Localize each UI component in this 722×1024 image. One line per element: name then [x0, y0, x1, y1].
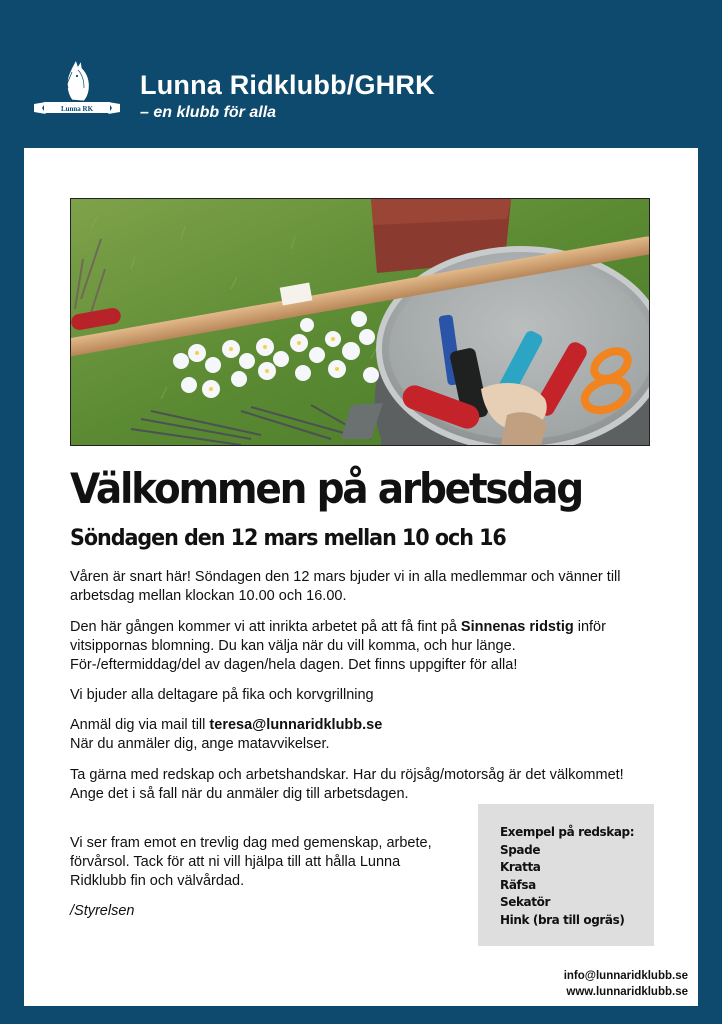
trail-name: Sinnenas ridstig: [460, 619, 574, 635]
focus-text-start: Den här gången kommer vi att inrikta arbetet på att få fint på: [70, 619, 461, 635]
focus-text-end: inför vitsippornas blomning. Du kan välja när du vill komma, och hur länge. För-/eftermiddag/del av dagen/hela dagen. Det finns uppgifter för alla!: [70, 619, 606, 673]
tools-example-box: [478, 804, 654, 946]
signup-paragraph: [70, 716, 650, 754]
signup-text: Anmäl dig via mail till: [70, 717, 210, 733]
signup-email-link[interactable]: teresa@lunnaridklubb.se: [209, 717, 383, 733]
header: [0, 0, 722, 148]
intro-paragraph: Våren är snart här! Söndagen den 12 mars bjuder vi in alla medlemmar och vänner till arbetsdag mellan klockan 10.00 och 16.00.: [70, 569, 621, 604]
focus-paragraph: [70, 618, 650, 675]
equipment-paragraph: Ta gärna med redskap och arbetshandskar. Har du röjsåg/motorsåg är det välkommet! Ange det i så fall när du anmäler dig till arbetsdagen.: [70, 767, 624, 802]
tool-item: Spade: [500, 842, 541, 857]
refreshments-paragraph: Vi bjuder alla deltagare på fika och korvgrillning: [70, 687, 374, 703]
contact-website-link[interactable]: www.lunnaridklubb.se: [566, 986, 688, 998]
contact-info: [564, 968, 688, 1000]
headline: Välkommen på arbetsdag: [70, 464, 582, 513]
tool-item: Kratta: [500, 860, 541, 874]
dietary-note: När du anmäler dig, ange matavvikelser.: [70, 736, 330, 752]
tagline: – en klubb för alla: [140, 104, 277, 121]
subheadline: Söndagen den 12 mars mellan 10 och 16: [70, 526, 506, 551]
tool-item: Räfsa: [500, 877, 536, 892]
logo-text: Lunna RK: [60, 105, 94, 113]
garden-tools-photo: [70, 198, 650, 446]
tool-item: Hink (bra till ogräs): [500, 912, 625, 927]
contact-email-link[interactable]: info@lunnaridklubb.se: [563, 970, 688, 982]
club-name: Lunna Ridklubb/GHRK: [140, 70, 435, 100]
content-panel: [24, 148, 698, 1006]
tools-box-title: Exempel på redskap:: [500, 825, 635, 839]
signature: /Styrelsen: [70, 903, 135, 919]
closing-paragraph: Vi ser fram emot en trevlig dag med gemenskap, arbete, förvårsol. Tack för att ni vill hjälpa till att hålla Lunna Ridklubb fin och välvårdad.: [70, 835, 432, 889]
club-logo: [32, 58, 122, 120]
tool-item: Sekatör: [500, 895, 550, 909]
